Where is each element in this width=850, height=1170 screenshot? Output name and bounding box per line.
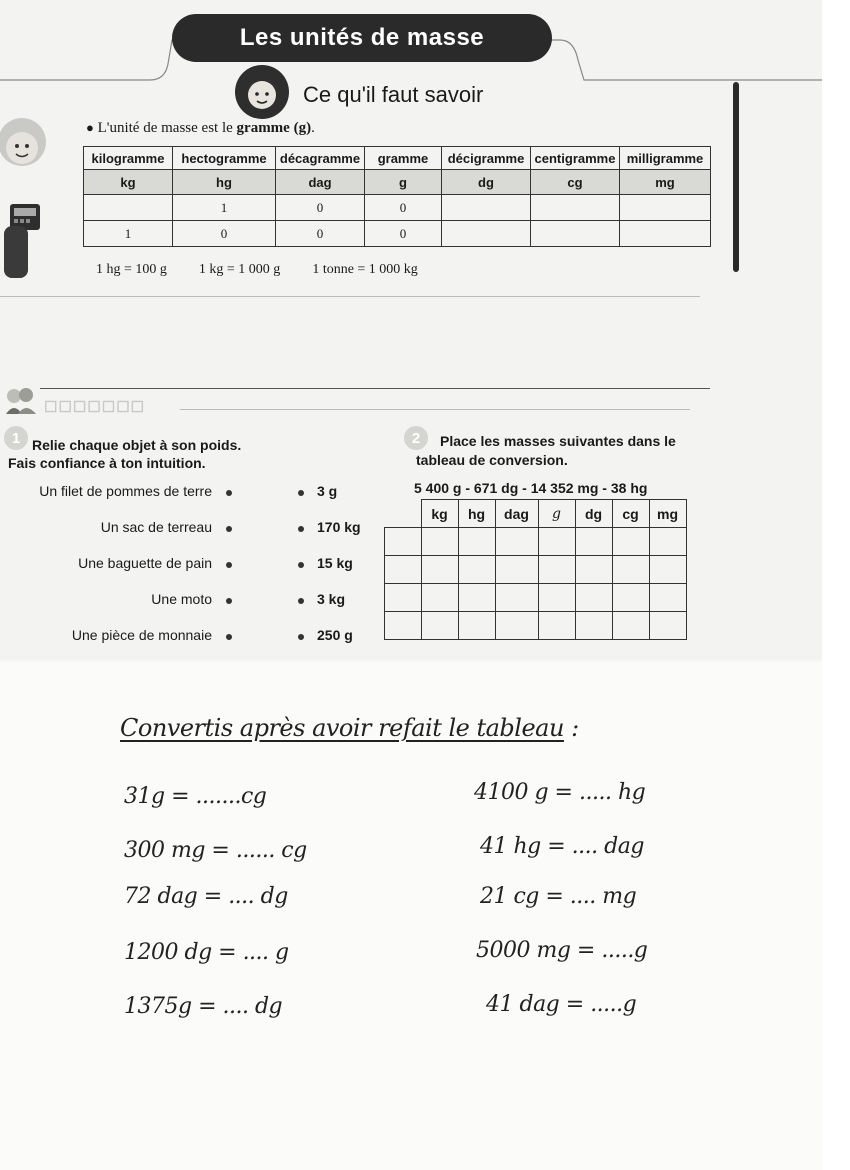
- exercise1-instruction: [8, 436, 241, 472]
- table-row: [84, 221, 711, 247]
- table-cell: [442, 221, 531, 247]
- table-cell[interactable]: [385, 584, 422, 612]
- link-dot-left[interactable]: [226, 490, 232, 496]
- exercise2-instruction: [416, 432, 676, 470]
- table-row: [385, 612, 687, 640]
- unit-abbreviation: dag: [276, 170, 365, 195]
- divider: [0, 296, 700, 297]
- table-cell[interactable]: [495, 528, 538, 556]
- equivalence: 1 kg = 1 000 g: [198, 262, 281, 277]
- unit-header: hectogramme: [173, 147, 276, 170]
- column-header: g: [538, 500, 575, 528]
- girl-illustration: [0, 102, 58, 282]
- table-cell[interactable]: [538, 584, 575, 612]
- exercise-header-faded: ☐☐☐☐☐☐☐: [44, 399, 146, 416]
- object-label: Une baguette de pain: [78, 555, 212, 571]
- units-table: [83, 146, 711, 247]
- unit-header: décagramme: [276, 147, 365, 170]
- handwritten-title: [120, 714, 579, 742]
- unit-abbreviation: hg: [173, 170, 276, 195]
- weight-label: 3 kg: [317, 591, 346, 607]
- equivalence: 1 hg = 100 g: [96, 262, 167, 277]
- handwritten-exercise: 1375g = .... dg: [124, 994, 283, 1019]
- table-cell: 0: [365, 221, 442, 247]
- table-cell: 0: [276, 195, 365, 221]
- table-cell[interactable]: [385, 612, 422, 640]
- handwritten-title-suffix: :: [563, 714, 579, 742]
- kids-icon: [4, 386, 38, 416]
- instruction-line: tableau de conversion.: [416, 452, 568, 468]
- girl-face-icon: [234, 64, 290, 120]
- table-cell[interactable]: [649, 584, 686, 612]
- table-cell[interactable]: [421, 528, 458, 556]
- table-cell[interactable]: [495, 556, 538, 584]
- handwritten-exercise: 5000 mg = .....g: [476, 938, 648, 963]
- column-header: mg: [649, 500, 686, 528]
- divider: [180, 409, 690, 410]
- equivalence: 1 tonne = 1 000 kg: [312, 262, 418, 277]
- link-dot-right[interactable]: [298, 562, 304, 568]
- instruction-line: Place les masses suivantes dans le: [440, 433, 676, 449]
- table-cell[interactable]: [421, 556, 458, 584]
- instruction-line: Fais confiance à ton intuition.: [8, 455, 206, 471]
- table-cell[interactable]: [421, 612, 458, 640]
- handwritten-exercise: 31g = .......cg: [124, 784, 267, 809]
- table-cell[interactable]: [458, 556, 495, 584]
- table-cell[interactable]: [538, 612, 575, 640]
- link-dot-left[interactable]: [226, 634, 232, 640]
- unit-header: décigramme: [442, 147, 531, 170]
- column-header: kg: [421, 500, 458, 528]
- table-cell[interactable]: [575, 584, 612, 612]
- weight-label: 170 kg: [317, 519, 361, 535]
- table-cell[interactable]: [458, 612, 495, 640]
- table-cell[interactable]: [495, 584, 538, 612]
- weight-label: 250 g: [317, 627, 353, 643]
- unit-header: gramme: [365, 147, 442, 170]
- table-cell: [531, 195, 620, 221]
- handwritten-exercise: 300 mg = ...... cg: [124, 838, 307, 863]
- object-label: Un sac de terreau: [100, 519, 212, 535]
- table-cell[interactable]: [612, 584, 649, 612]
- unit-abbreviation: cg: [531, 170, 620, 195]
- handwritten-exercise: 4100 g = ..... hg: [474, 780, 646, 805]
- table-cell: [620, 221, 711, 247]
- table-cell[interactable]: [612, 612, 649, 640]
- table-cell[interactable]: [575, 556, 612, 584]
- title-banner: [172, 14, 552, 62]
- masses-list: 5 400 g - 671 dg - 14 352 mg - 38 hg: [414, 480, 648, 496]
- unit-header: kilogramme: [84, 147, 173, 170]
- unit-header: centigramme: [531, 147, 620, 170]
- weight-label: 15 kg: [317, 555, 353, 571]
- unit-header: milligramme: [620, 147, 711, 170]
- column-header: dg: [575, 500, 612, 528]
- handwritten-exercise: 21 cg = .... mg: [480, 884, 637, 909]
- conversion-table: [384, 499, 687, 640]
- table-cell[interactable]: [495, 612, 538, 640]
- table-cell[interactable]: [538, 528, 575, 556]
- handwritten-exercise: 1200 dg = .... g: [124, 940, 289, 965]
- table-cell: [531, 221, 620, 247]
- table-cell[interactable]: [649, 612, 686, 640]
- link-dot-right[interactable]: [298, 490, 304, 496]
- link-dot-right[interactable]: [298, 526, 304, 532]
- link-dot-right[interactable]: [298, 634, 304, 640]
- table-cell[interactable]: [385, 528, 422, 556]
- object-label: Un filet de pommes de terre: [39, 483, 212, 499]
- table-cell: 0: [173, 221, 276, 247]
- table-cell[interactable]: [575, 528, 612, 556]
- column-header: hg: [458, 500, 495, 528]
- rule-text-bold: gramme (g): [236, 120, 312, 136]
- table-cell: 1: [84, 221, 173, 247]
- frame-bracket: [733, 82, 739, 272]
- table-cell: 0: [365, 195, 442, 221]
- object-label: Une pièce de monnaie: [71, 627, 212, 643]
- handwritten-exercise: 72 dag = .... dg: [124, 884, 288, 909]
- handwritten-exercise: 41 hg = .... dag: [480, 834, 644, 859]
- equivalences: [96, 262, 418, 278]
- column-header: cg: [612, 500, 649, 528]
- page-edge: [822, 0, 850, 1170]
- link-dot-left[interactable]: [226, 526, 232, 532]
- table-cell[interactable]: [612, 556, 649, 584]
- table-cell[interactable]: [385, 556, 422, 584]
- table-cell[interactable]: [538, 556, 575, 584]
- table-row: [385, 584, 687, 612]
- divider: [40, 388, 710, 389]
- table-row: [84, 195, 711, 221]
- handwritten-exercise: 41 dag = .....g: [486, 992, 637, 1017]
- unit-abbreviation: dg: [442, 170, 531, 195]
- table-cell[interactable]: [649, 556, 686, 584]
- handwritten-title-text: Convertis après avoir refait le tableau: [120, 714, 564, 742]
- section-title: Ce qu'il faut savoir: [303, 82, 484, 107]
- table-cell: [442, 195, 531, 221]
- instruction-line: Relie chaque objet à son poids.: [32, 437, 242, 453]
- object-label: Une moto: [151, 591, 212, 607]
- link-dot-right[interactable]: [298, 598, 304, 604]
- link-dot-left[interactable]: [226, 562, 232, 568]
- table-cell[interactable]: [612, 528, 649, 556]
- column-header: dag: [495, 500, 538, 528]
- table-cell[interactable]: [421, 584, 458, 612]
- lesson-rule: ● L'unité de masse est le gramme (g).: [86, 120, 315, 136]
- unit-abbreviation: kg: [84, 170, 173, 195]
- table-cell[interactable]: [458, 584, 495, 612]
- table-row: [385, 556, 687, 584]
- table-cell: [84, 195, 173, 221]
- table-cell: 0: [276, 221, 365, 247]
- unit-abbreviation: mg: [620, 170, 711, 195]
- exercise-number-badge: 2: [404, 426, 428, 450]
- rule-text-suffix: .: [311, 120, 315, 136]
- weight-label: 3 g: [317, 483, 338, 499]
- exercise-number-badge: 1: [4, 426, 28, 450]
- blank-corner: [385, 500, 422, 528]
- table-cell: [620, 195, 711, 221]
- table-cell: 1: [173, 195, 276, 221]
- unit-abbreviation: g: [365, 170, 442, 195]
- link-dot-left[interactable]: [226, 598, 232, 604]
- table-row: [385, 528, 687, 556]
- table-cell[interactable]: [575, 612, 612, 640]
- page-title: Les unités de masse: [239, 24, 485, 51]
- table-cell[interactable]: [458, 528, 495, 556]
- rule-text-prefix: L'unité de masse est le: [97, 120, 237, 136]
- table-cell[interactable]: [649, 528, 686, 556]
